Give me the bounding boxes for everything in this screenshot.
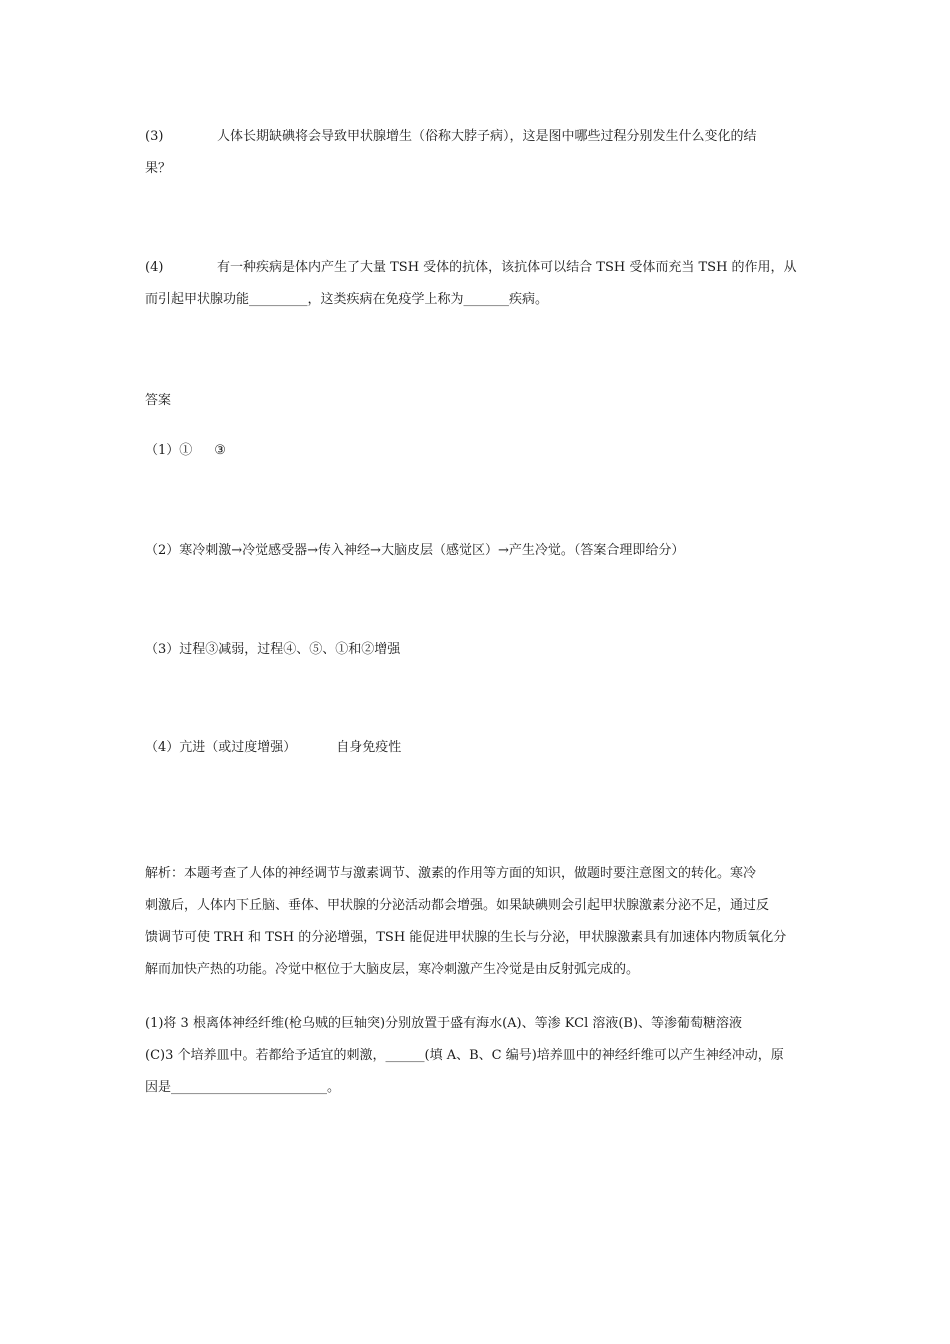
q4-line-2: 而引起甲状腺功能_________，这类疾病在免疫学上称为_______疾病。: [145, 292, 549, 307]
analysis-line-1: 解析：本题考查了人体的神经调节与激素调节、激素的作用等方面的知识，做题时要注意图文的转化。寒冷: [145, 866, 757, 881]
q4-line-1: [145, 259, 797, 277]
answer-4-second: 自身免疫性: [336, 740, 402, 755]
answer-1: [145, 442, 226, 460]
answer-4-first: （4）亢进（或过度增强）: [145, 740, 297, 755]
next-question-line-1: (1)将 3 根离体神经纤维(枪乌贼的巨轴突)分别放置于盛有海水(A)、等渗 KCl 溶液(B)、等渗葡萄糖溶液: [145, 1016, 743, 1031]
q4-number: (4): [145, 260, 164, 275]
q3-number: (3): [145, 129, 164, 144]
analysis-line-2: 刺激后，人体内下丘脑、垂体、甲状腺的分泌活动都会增强。如果缺碘则会引起甲状腺激素分泌不足，通过反: [145, 898, 770, 913]
answer-1-second: ③: [214, 443, 226, 458]
answer-heading: 答案: [145, 393, 172, 408]
next-question-line-2: (C)3 个培养皿中。若都给予适宜的刺激，______(填 A、B、C 编号)培养皿中的神经纤维可以产生神经冲动，原: [145, 1048, 784, 1063]
q4-text-1: 有一种疾病是体内产生了大量 TSH 受体的抗体，该抗体可以结合 TSH 受体而充当 TSH 的作用，从: [217, 260, 797, 275]
q3-line-2: 果？: [145, 161, 172, 176]
analysis-line-4: 解而加快产热的功能。冷觉中枢位于大脑皮层，寒冷刺激产生冷觉是由反射弧完成的。: [145, 962, 640, 977]
answer-2: （2）寒冷刺激→冷觉感受器→传入神经→大脑皮层（感觉区）→产生冷觉。（答案合理即给分）: [145, 543, 685, 558]
q3-text-1: 人体长期缺碘将会导致甲状腺增生（俗称大脖子病），这是图中哪些过程分别发生什么变化的结: [217, 129, 757, 144]
next-question-line-3: 因是________________________。: [145, 1080, 341, 1095]
answer-4: [145, 739, 401, 757]
answer-1-first: （1）①: [145, 443, 193, 458]
answer-3: （3）过程③减弱，过程④、⑤、①和②增强: [145, 642, 401, 657]
q3-line-1: [145, 128, 757, 146]
analysis-line-3: 馈调节可使 TRH 和 TSH 的分泌增强，TSH 能促进甲状腺的生长与分泌，甲状腺激素具有加速体内物质氧化分: [145, 930, 787, 945]
